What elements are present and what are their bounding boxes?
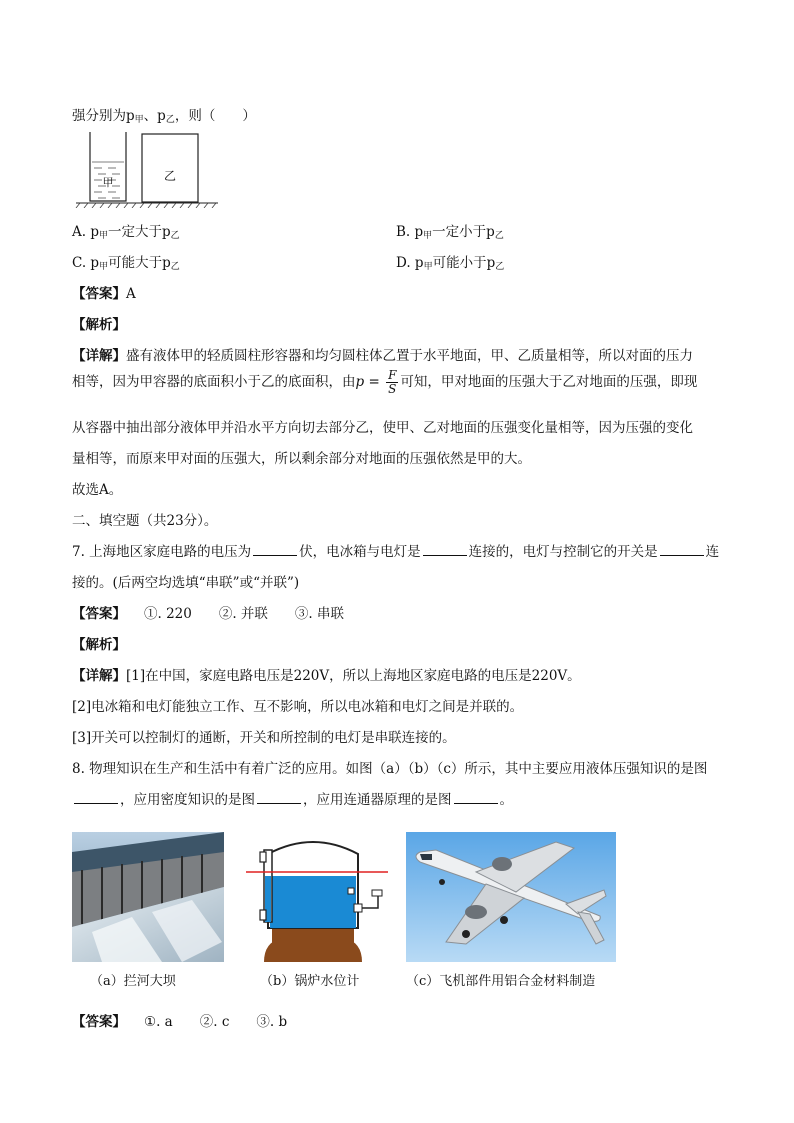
container-jia	[90, 132, 126, 201]
opt-a-sub2: 乙	[170, 231, 180, 241]
detail-text-3: 从容器中抽出部分液体甲并沿水平方向切去部分乙，使甲、乙对地面的压强变化量相等，因为压强的变化	[72, 420, 693, 436]
q6-then: ，则（ ）	[174, 108, 256, 124]
q7-blank-2[interactable]	[423, 543, 467, 556]
q8-line2	[72, 788, 513, 808]
q6-option-c	[72, 251, 180, 271]
q8-blank-1[interactable]	[74, 791, 118, 804]
q6-sep: 、p	[143, 108, 166, 124]
q7-answer-value: ①. 220 ②. 并联 ③. 串联	[144, 606, 345, 622]
fig-label-jia: 甲	[102, 176, 114, 189]
q6-sub-yi: 乙	[165, 115, 175, 125]
fig-label-yi: 乙	[163, 169, 177, 183]
q8-text-2c: 。	[499, 792, 513, 808]
opt-b-sub2: 乙	[494, 231, 504, 241]
q6-sub-jia: 甲	[134, 115, 144, 125]
q7-detail3	[72, 726, 456, 746]
formula-eq: =	[364, 374, 385, 390]
q6-figure	[72, 128, 222, 208]
opt-d-sub2: 乙	[495, 262, 505, 272]
q6-detail-line1	[72, 344, 693, 364]
q7-text-1b: 伏，电冰箱与电灯是	[299, 544, 421, 560]
q7-text-2: 接的。(后两空均选填“串联”或“并联”)	[72, 575, 300, 591]
formula-den: S	[388, 382, 397, 396]
opt-b-sub1: 甲	[423, 231, 433, 241]
caption-a: （a）拦河大坝	[90, 974, 176, 989]
q7-answer	[72, 602, 344, 622]
q7-text-1a: 7. 上海地区家庭电路的电压为	[72, 544, 252, 560]
q6-stem-text: 强分别为p	[72, 108, 135, 124]
q8-answer-tag: 【答案】	[72, 1014, 126, 1030]
detail-text-2b: 可知，甲对地面的压强大于乙对地面的压强，即现	[400, 374, 698, 390]
section2-title-text: 二、填空题（共23分）。	[72, 513, 218, 529]
opt-a-text: 一定大于p	[108, 224, 171, 240]
q8-text-2b: ，应用连通器原理的是图	[303, 792, 452, 808]
opt-d-text: 可能小于p	[432, 255, 496, 271]
q8-line1	[72, 757, 707, 777]
opt-b-text: 一定小于p	[432, 224, 495, 240]
formula-fraction	[386, 369, 398, 396]
q7-lian: 连	[705, 544, 720, 560]
caption-c: （c）飞机部件用铝合金材料制造	[406, 974, 596, 989]
formula-num: F	[388, 368, 397, 382]
q8-blank-3[interactable]	[454, 791, 498, 804]
q6-detail-line4	[72, 447, 531, 467]
opt-b-prefix: B. p	[396, 224, 424, 240]
q6-option-b	[396, 220, 504, 240]
q6-conclusion	[72, 478, 122, 498]
detail-text-4: 量相等，而原来甲对面的压强大，所以剩余部分对地面的压强依然是甲的大。	[72, 451, 531, 467]
opt-d-prefix: D. p	[396, 255, 424, 271]
detail-tag: 【详解】	[72, 348, 126, 364]
q8-text-2a: ，应用密度知识的是图	[120, 792, 255, 808]
q7-line2	[72, 571, 299, 591]
boiler-image	[242, 832, 390, 962]
formula-p: p	[355, 374, 365, 390]
q7-detail-tag: 【详解】	[72, 668, 126, 684]
q6-option-d	[396, 251, 504, 271]
opt-a-prefix: A. p	[72, 224, 99, 240]
opt-d-sub1: 甲	[423, 262, 433, 272]
q6-analysis-tag	[72, 313, 126, 333]
q6-answer	[72, 282, 136, 302]
q7-blank-3[interactable]	[660, 543, 704, 556]
opt-c-prefix: C. p	[72, 255, 100, 271]
q8-answer	[72, 1010, 287, 1030]
analysis-tag: 【解析】	[72, 317, 126, 333]
detail-text-1: 盛有液体甲的轻质圆柱形容器和均匀圆柱体乙置于水平地面，甲、乙质量相等，所以对面的压力	[126, 348, 693, 364]
opt-a-sub1: 甲	[98, 231, 108, 241]
q7-text-1c: 连接的，电灯与控制它的开关是	[468, 544, 658, 560]
q7-detail2	[72, 695, 523, 715]
q8-blank-2[interactable]	[257, 791, 301, 804]
opt-c-sub2: 乙	[170, 262, 180, 272]
q6-detail-line2	[72, 369, 697, 396]
q7-answer-tag: 【答案】	[72, 606, 126, 622]
detail-text-2a: 相等，因为甲容器的底面积小于乙的底面积，由	[72, 374, 356, 390]
answer-tag: 【答案】	[72, 286, 126, 302]
q7-analysis-tag	[72, 633, 126, 653]
q7-detail1	[72, 664, 581, 684]
q6-detail-line3	[72, 416, 693, 436]
opt-c-sub1: 甲	[99, 262, 109, 272]
block-yi	[142, 134, 198, 202]
q7-detail-1: [1]在中国，家庭电路电压是220V，所以上海地区家庭电路的电压是220V。	[126, 668, 581, 684]
q7-blank-1[interactable]	[253, 543, 297, 556]
q7-line1	[72, 540, 719, 560]
q6-stem	[72, 104, 256, 124]
q7-detail-3: [3]开关可以控制灯的通断，开关和所控制的电灯是串联连接的。	[72, 730, 456, 746]
ground-hatch	[76, 203, 216, 208]
q8-text-1: 8. 物理知识在生产和生活中有着广泛的应用。如图（a）（b）（c）所示，其中主要应用液体压强知识的是图	[72, 761, 708, 777]
section2-title	[72, 509, 217, 529]
airplane-image	[406, 832, 616, 962]
caption-b: （b）锅炉水位计	[260, 974, 360, 989]
q7-analysis-tag-text: 【解析】	[72, 637, 126, 653]
dam-image	[72, 832, 224, 962]
opt-c-text: 可能大于p	[108, 255, 171, 271]
q7-detail-2: [2]电冰箱和电灯能独立工作、互不影响，所以电冰箱和电灯之间是并联的。	[72, 699, 524, 715]
q6-option-a	[72, 220, 180, 240]
answer-value: A	[126, 286, 136, 302]
q8-answer-value: ①. a ②. c ③. b	[144, 1014, 288, 1030]
conclusion-text: 故选A。	[72, 482, 123, 498]
